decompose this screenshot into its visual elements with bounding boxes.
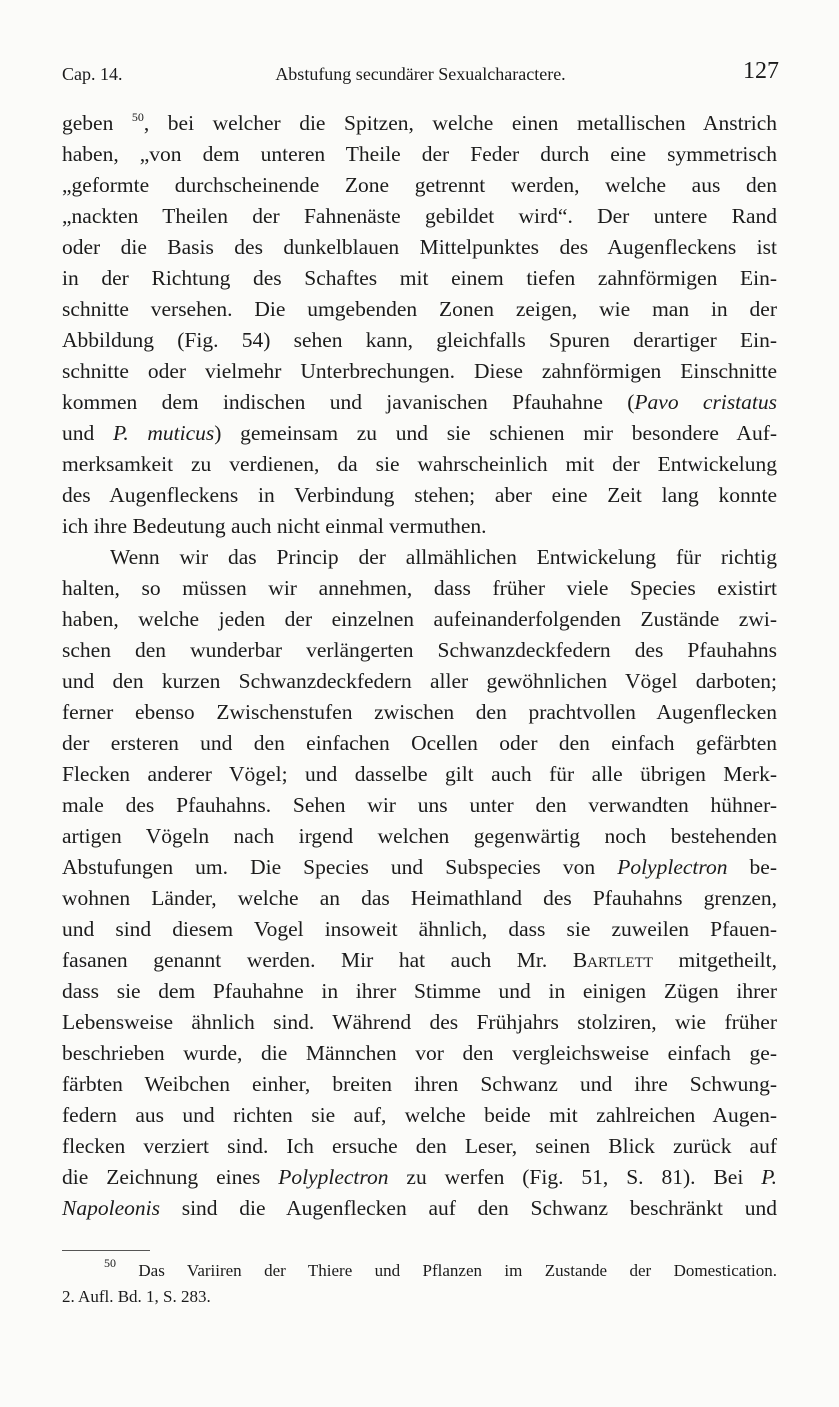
smallcaps-name: Bartlett — [572, 948, 653, 972]
body-line — [62, 635, 777, 666]
body-line — [62, 449, 777, 480]
text-run: fasanen genannt werden. Mir hat auch Mr. — [62, 948, 573, 972]
main-text — [62, 108, 777, 1224]
body-line — [62, 325, 777, 356]
text-run: „nackten Theilen der Fahnenäste gebildet wird“. Der untere Rand — [62, 204, 777, 228]
body-line — [62, 852, 777, 883]
text-run: Flecken anderer Vögel; und dasselbe gilt auch für alle übrigen Merk- — [62, 762, 777, 786]
text-run: dass sie dem Pfauhahne in ihrer Stimme und in einigen Zügen ihrer — [62, 979, 777, 1003]
text-run: ferner ebenso Zwischenstufen zwischen den prachtvollen Augenflecken — [62, 700, 777, 724]
text-run: ich ihre Bedeutung auch nicht einmal vermuthen. — [62, 514, 487, 538]
body-line — [62, 759, 777, 790]
text-run: beschrieben wurde, die Männchen vor den vergleichsweise einfach ge- — [62, 1041, 777, 1065]
body-line — [62, 573, 777, 604]
text-run: halten, so müssen wir annehmen, dass früher viele Species existirt — [62, 576, 777, 600]
chapter-label: Cap. 14. — [62, 64, 123, 84]
text-run: zu werfen (Fig. 51, S. 81). Bei — [388, 1165, 762, 1189]
body-line — [62, 263, 777, 294]
text-run: färbten Weibchen einher, breiten ihren Schwanz und ihre Schwung- — [62, 1072, 777, 1096]
text-run: und — [62, 421, 113, 445]
body-line — [62, 387, 777, 418]
text-run: mitgetheilt, — [652, 948, 777, 972]
body-line — [62, 914, 777, 945]
body-line — [62, 294, 777, 325]
text-run: kommen dem indischen und javanischen Pfauhahne ( — [62, 390, 635, 414]
text-run: „geformte durchscheinende Zone getrennt werden, welche aus den — [62, 173, 777, 197]
text-run: haben, welche jeden der einzelnen aufeinanderfolgenden Zustände zwi- — [62, 607, 777, 631]
body-line — [62, 1007, 777, 1038]
italic-text: Pavo cristatus — [634, 390, 777, 414]
italic-text: Napoleonis — [62, 1196, 160, 1220]
body-line — [62, 728, 777, 759]
footnote-line — [62, 1258, 777, 1284]
body-line — [62, 697, 777, 728]
text-run: Lebensweise ähnlich sind. Während des Frühjahrs stolziren, wie früher — [62, 1010, 777, 1034]
body-line — [62, 201, 777, 232]
text-run: Abstufungen um. Die Species und Subspecies von — [62, 855, 618, 879]
text-run: des Augenfleckens in Verbindung stehen; aber eine Zeit lang konnte — [62, 483, 777, 507]
text-run: artigen Vögeln nach irgend welchen gegenwärtig noch bestehenden — [62, 824, 777, 848]
body-line — [62, 1162, 777, 1193]
text-run: schen den wunderbar verlängerten Schwanzdeckfedern des Pfauhahns — [62, 638, 777, 662]
text-run: Wenn wir das Princip der allmählichen Entwickelung für richtig — [110, 545, 777, 569]
text-run: male des Pfauhahns. Sehen wir uns unter den verwandten hühner- — [62, 793, 777, 817]
body-line — [62, 480, 777, 511]
italic-text: P. muticus — [112, 421, 215, 445]
text-run: flecken verziert sind. Ich ersuche den Leser, seinen Blick zurück auf — [62, 1134, 777, 1158]
text-run: und den kurzen Schwanzdeckfedern aller gewöhnlichen Vögel darboten; — [62, 669, 777, 693]
running-header — [62, 58, 779, 88]
body-line — [62, 1131, 777, 1162]
body-line — [62, 511, 777, 542]
text-run: federn aus und richten sie auf, welche beide mit zahlreichen Augen- — [62, 1103, 777, 1127]
body-line — [62, 356, 777, 387]
text-run: der ersteren und den einfachen Ocellen oder den einfach gefärbten — [62, 731, 777, 755]
body-line — [62, 1193, 777, 1224]
body-line — [62, 170, 777, 201]
body-line — [62, 976, 777, 1007]
text-run: 2. Aufl. Bd. 1, S. 283. — [62, 1287, 211, 1306]
text-run: geben — [62, 111, 132, 135]
body-line — [62, 883, 777, 914]
italic-text: P. — [761, 1165, 777, 1189]
body-line — [62, 108, 777, 139]
text-run: sind die Augenflecken auf den Schwanz beschränkt und — [159, 1196, 777, 1220]
body-line — [62, 418, 777, 449]
footnote-ref: 50 — [104, 1256, 116, 1270]
text-run: ) gemeinsam zu und sie schienen mir besondere Auf- — [214, 421, 778, 445]
body-line — [62, 790, 777, 821]
running-title: Abstufung secundärer Sexualcharactere. — [275, 64, 566, 84]
text-run: und sind diesem Vogel insoweit ähnlich, dass sie zuweilen Pfauen- — [62, 917, 777, 941]
text-run: schnitte oder vielmehr Unterbrechungen. Diese zahnförmigen Einschnitte — [62, 359, 777, 383]
text-run: Das Variiren der Thiere und Pflanzen im Zustande der Domestication. — [116, 1261, 777, 1280]
page-number: 127 — [743, 58, 779, 84]
text-run: merksamkeit zu verdienen, da sie wahrscheinlich mit der Entwickelung — [62, 452, 777, 476]
text-run: schnitte versehen. Die umgebenden Zonen zeigen, wie man in der — [62, 297, 777, 321]
body-line — [62, 1069, 777, 1100]
text-run: oder die Basis des dunkelblauen Mittelpunktes des Augenfleckens ist — [62, 235, 777, 259]
footnote-ref: 50 — [131, 110, 144, 124]
text-run: wohnen Länder, welche an das Heimathland des Pfauhahns grenzen, — [62, 886, 777, 910]
text-run: be- — [727, 855, 777, 879]
body-line — [62, 945, 777, 976]
italic-text: Polyplectron — [278, 1165, 389, 1189]
text-run: Abbildung (Fig. 54) sehen kann, gleichfalls Spuren derartiger Ein- — [62, 328, 777, 352]
text-run: die Zeichnung eines — [62, 1165, 279, 1189]
footnote — [62, 1258, 777, 1310]
text-run: haben, „von dem unteren Theile der Feder durch eine symmetrisch — [62, 142, 777, 166]
text-run: , bei welcher die Spitzen, welche einen metallischen Anstrich — [143, 111, 777, 135]
italic-text: Polyplectron — [617, 855, 728, 879]
text-run: in der Richtung des Schaftes mit einem tiefen zahnförmigen Ein- — [62, 266, 777, 290]
body-line — [62, 1100, 777, 1131]
footnote-line — [62, 1284, 777, 1310]
body-line — [62, 821, 777, 852]
body-line — [62, 232, 777, 263]
body-line — [62, 1038, 777, 1069]
body-line — [62, 542, 777, 573]
body-line — [62, 604, 777, 635]
body-line — [62, 139, 777, 170]
footnote-rule — [62, 1250, 150, 1251]
body-line — [62, 666, 777, 697]
